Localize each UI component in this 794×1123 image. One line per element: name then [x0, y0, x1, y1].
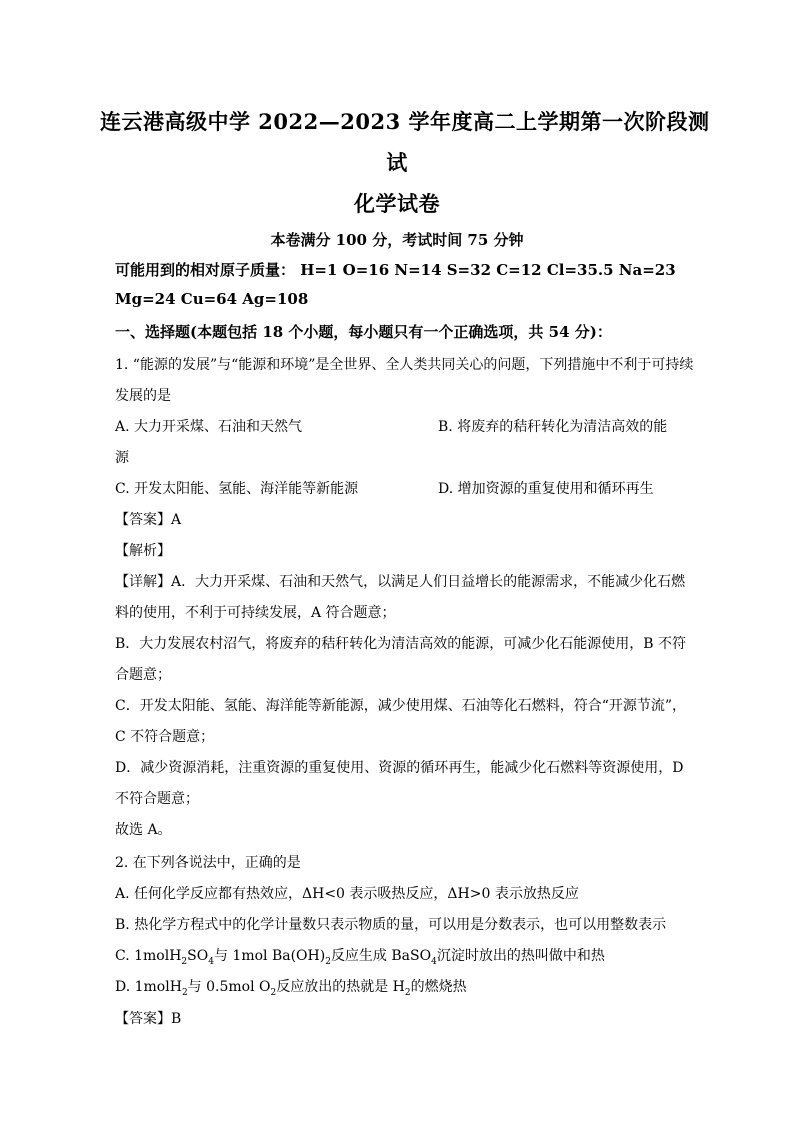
q2-option-a: A. 任何化学反应都有热效应，ΔH<0 表示吸热反应，ΔH>0 表示放热反应 — [115, 886, 579, 902]
q1-detail-line6: C 不符合题意； — [115, 729, 215, 745]
exam-title-line2: 试 — [386, 150, 408, 175]
q1-analysis-label: 【解析】 — [115, 543, 171, 559]
exam-info: 本卷满分 100 分，考试时间 75 分钟 — [270, 231, 524, 249]
q1-option-d: D. 增加资源的重复使用和循环再生 — [438, 481, 654, 497]
q2-answer: 【答案】B — [115, 1011, 182, 1027]
q1-stem-line2: 发展的是 — [115, 388, 171, 404]
exam-title-line1: 连云港高级中学 2022—2023 学年度高二上学期第一次阶段测 — [100, 109, 710, 134]
q1-detail-line1: 【详解】A．大力开采煤、石油和天然气，以满足人们日益增长的能源需求，不能减少化石燃 — [115, 574, 686, 590]
q1-detail-line3: B．大力发展农村沼气，将废弃的秸秆转化为清洁高效的能源，可减少化石能源使用，B 不符 — [115, 636, 687, 652]
atomic-mass-line2: Mg=24 Cu=64 Ag=108 — [115, 290, 309, 308]
q1-option-b: B. 将废弃的秸秆转化为清洁高效的能 — [438, 419, 668, 435]
q1-option-c: C. 开发太阳能、氢能、海洋能等新能源 — [115, 481, 359, 497]
q2-option-d: D. 1molH$_2$与 0.5mol $O_2$反应放出的热就是 $H_2$的燃烧热 — [115, 979, 467, 998]
q1-detail-line7: D．减少资源消耗，注重资源的重复使用、资源的循环再生，能减少化石燃料等资源使用，D — [115, 760, 684, 776]
q2-stem: 2. 在下列各说法中，正确的是 — [115, 855, 301, 871]
section-heading: 一、选择题(本题包括 18 个小题，每小题只有一个正确选项，共 54 分)： — [115, 323, 612, 341]
q1-option-a: A. 大力开采煤、石油和天然气 — [115, 419, 303, 435]
exam-subject-title: 化学试卷 — [354, 191, 440, 216]
q1-stem-line1: 1. “能源的发展”与“能源和环境”是全世界、全人类共同关心的问题，下列措施中不利于可持续 — [115, 357, 694, 373]
q1-answer: 【答案】A — [115, 512, 182, 528]
q2-option-b: B. 热化学方程式中的化学计量数只表示物质的量，可以用是分数表示，也可以用整数表示 — [115, 917, 667, 933]
q1-detail-line5: C．开发太阳能、氢能、海洋能等新能源，减少使用煤、石油等化石燃料，符合“开源节流”， — [115, 698, 687, 714]
atomic-mass-line1: 可能用到的相对原子质量： H=1 O=16 N=14 S=32 C=12 Cl=35.5 Na=23 — [115, 261, 676, 279]
q1-detail-line4: 合题意； — [115, 667, 171, 683]
q1-option-b-wrap: 源 — [115, 450, 129, 466]
q1-detail-line2: 料的使用，不利于可持续发展，A 符合题意； — [115, 605, 396, 621]
q1-detail-line8: 不符合题意； — [115, 791, 199, 807]
q2-option-c: C. $1molH_2SO_4$与 1mol $Ba(OH)_2$反应生成 BaSO$_4$沉淀时放出的热叫做中和热 — [115, 948, 605, 967]
q1-conclusion: 故选 A。 — [115, 822, 172, 838]
